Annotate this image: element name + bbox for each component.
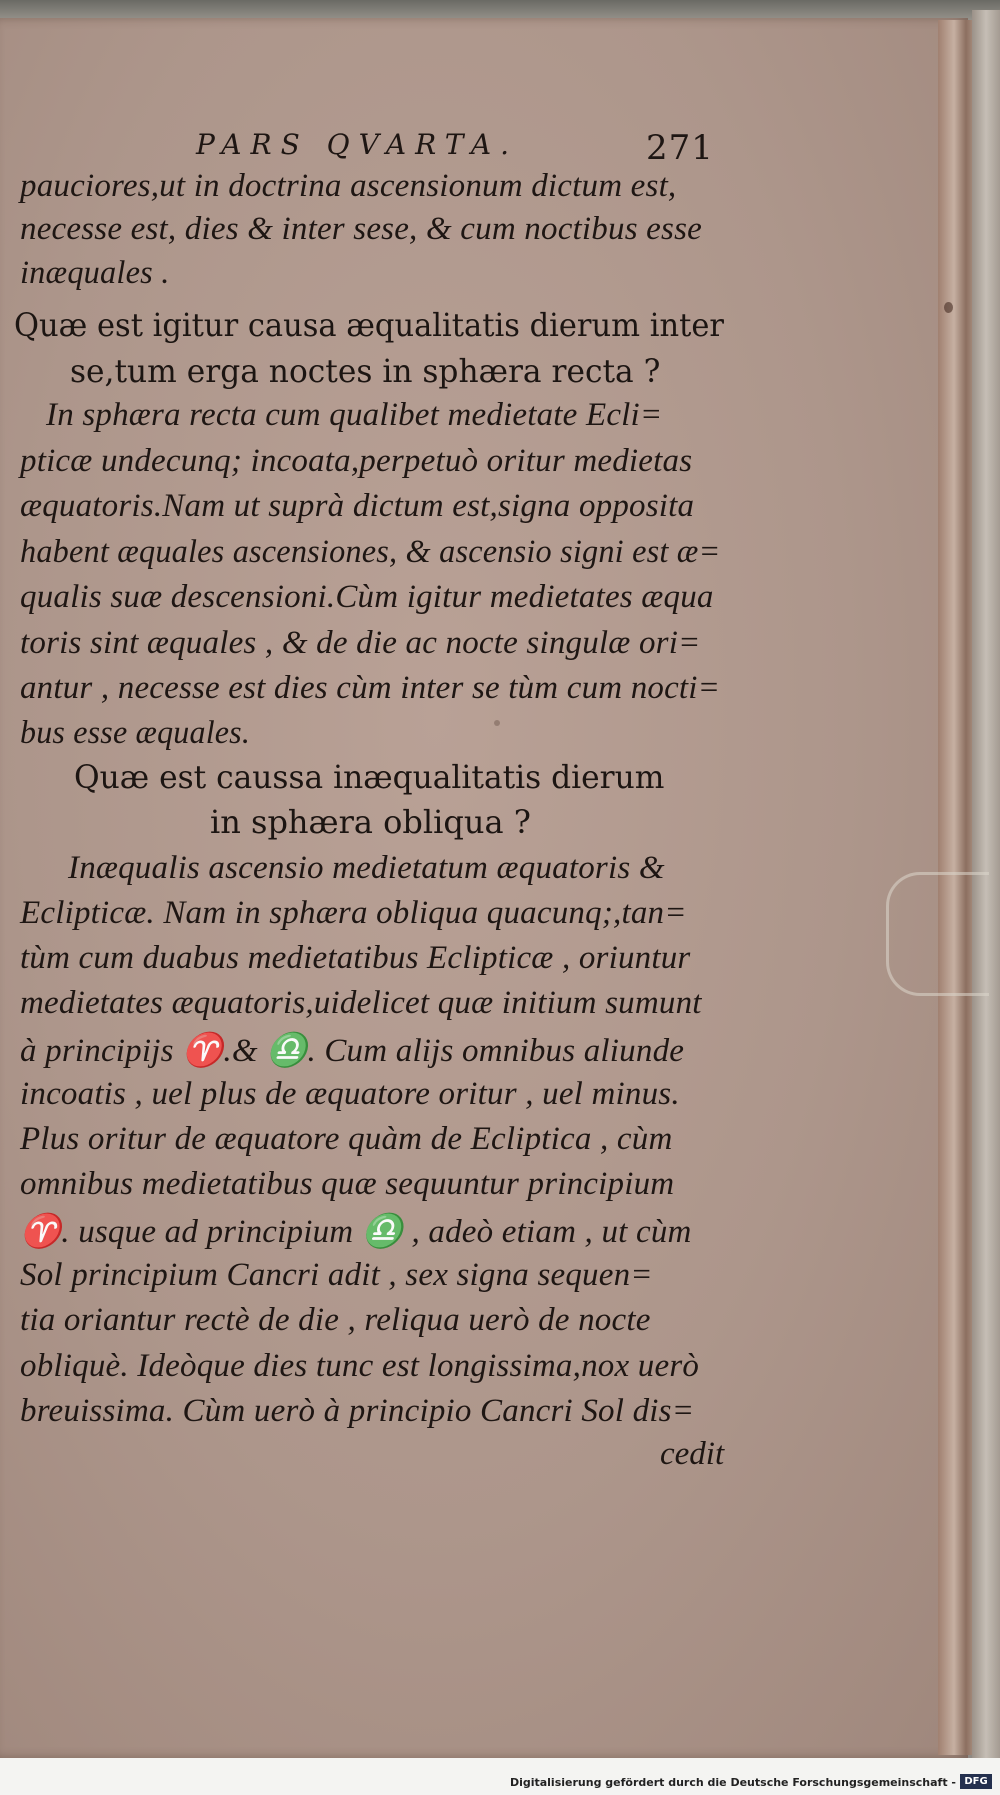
- text-line: pticæ undecunq; incoata,perpetuò oritur medietas: [20, 443, 693, 479]
- text-line: tia oriantur rectè de die , reliqua uerò de nocte: [20, 1302, 651, 1338]
- text-line: habent æquales ascensiones, & ascensio signi est æ=: [20, 534, 721, 570]
- text-line: breuissima. Cùm uerò à principio Cancri Sol dis=: [20, 1393, 695, 1429]
- text-line: qualis suæ descensioni.Cùm igitur medietates æqua: [20, 579, 714, 615]
- question-line: in sphæra obliqua ?: [210, 803, 531, 841]
- text-line: à principijs ♈.& ♎. Cum alijs omnibus aliunde: [20, 1033, 685, 1069]
- text-line: antur , necesse est dies cùm inter se tùm cum nocti=: [20, 670, 721, 706]
- text-line: inæquales .: [20, 255, 170, 291]
- text-line: omnibus medietatibus quæ sequuntur principium: [20, 1166, 675, 1202]
- text-line: ♈. usque ad principium ♎ , adeò etiam , ut cùm: [20, 1214, 692, 1250]
- text-line: toris sint æquales , & de die ac nocte singulæ ori=: [20, 625, 701, 661]
- page-number: 271: [646, 128, 714, 168]
- text-line: medietates æquatoris,uidelicet quæ initium sumunt: [20, 985, 702, 1021]
- dfg-logo: DFG: [960, 1774, 992, 1789]
- question-line: Quæ est caussa inæqualitatis dierum: [74, 758, 665, 796]
- text-line: æquatoris.Nam ut suprà dictum est,signa opposita: [20, 488, 695, 524]
- footer-credit: Digitalisierung gefördert durch die Deutsche Forschungsgemeinschaft -: [509, 1776, 956, 1789]
- text-line: pauciores,ut in doctrina ascensionum dictum est,: [20, 168, 677, 204]
- text-line: incoatis , uel plus de æquatore oritur , uel minus.: [20, 1076, 680, 1112]
- page-clip-shadow: [886, 872, 989, 996]
- ink-spot: [494, 720, 500, 726]
- text-line: In sphæra recta cum qualibet medietate Ecli=: [46, 397, 663, 433]
- catchword: cedit: [660, 1436, 725, 1472]
- ink-spot: [944, 302, 953, 313]
- question-line: se,tum erga noctes in sphæra recta ?: [70, 352, 661, 390]
- text-line: Sol principium Cancri adit , sex signa sequen=: [20, 1257, 653, 1293]
- running-head: PARS QVARTA.: [196, 128, 519, 161]
- text-line: obliquè. Ideòque dies tunc est longissima,nox uerò: [20, 1348, 700, 1384]
- text-line: Plus oritur de æquatore quàm de Ecliptica , cùm: [20, 1121, 673, 1157]
- text-line: necesse est, dies & inter sese, & cum noctibus esse: [20, 211, 702, 247]
- text-line: tùm cum duabus medietatibus Eclipticæ , oriuntur: [20, 940, 691, 976]
- text-line: Eclipticæ. Nam in sphæra obliqua quacunq;,tan=: [20, 895, 687, 931]
- text-line: bus esse æquales.: [20, 715, 251, 751]
- text-line: Inæqualis ascensio medietatum æquatoris &: [68, 850, 665, 886]
- question-line: Quæ est igitur causa æqualitatis dierum inter: [14, 306, 724, 344]
